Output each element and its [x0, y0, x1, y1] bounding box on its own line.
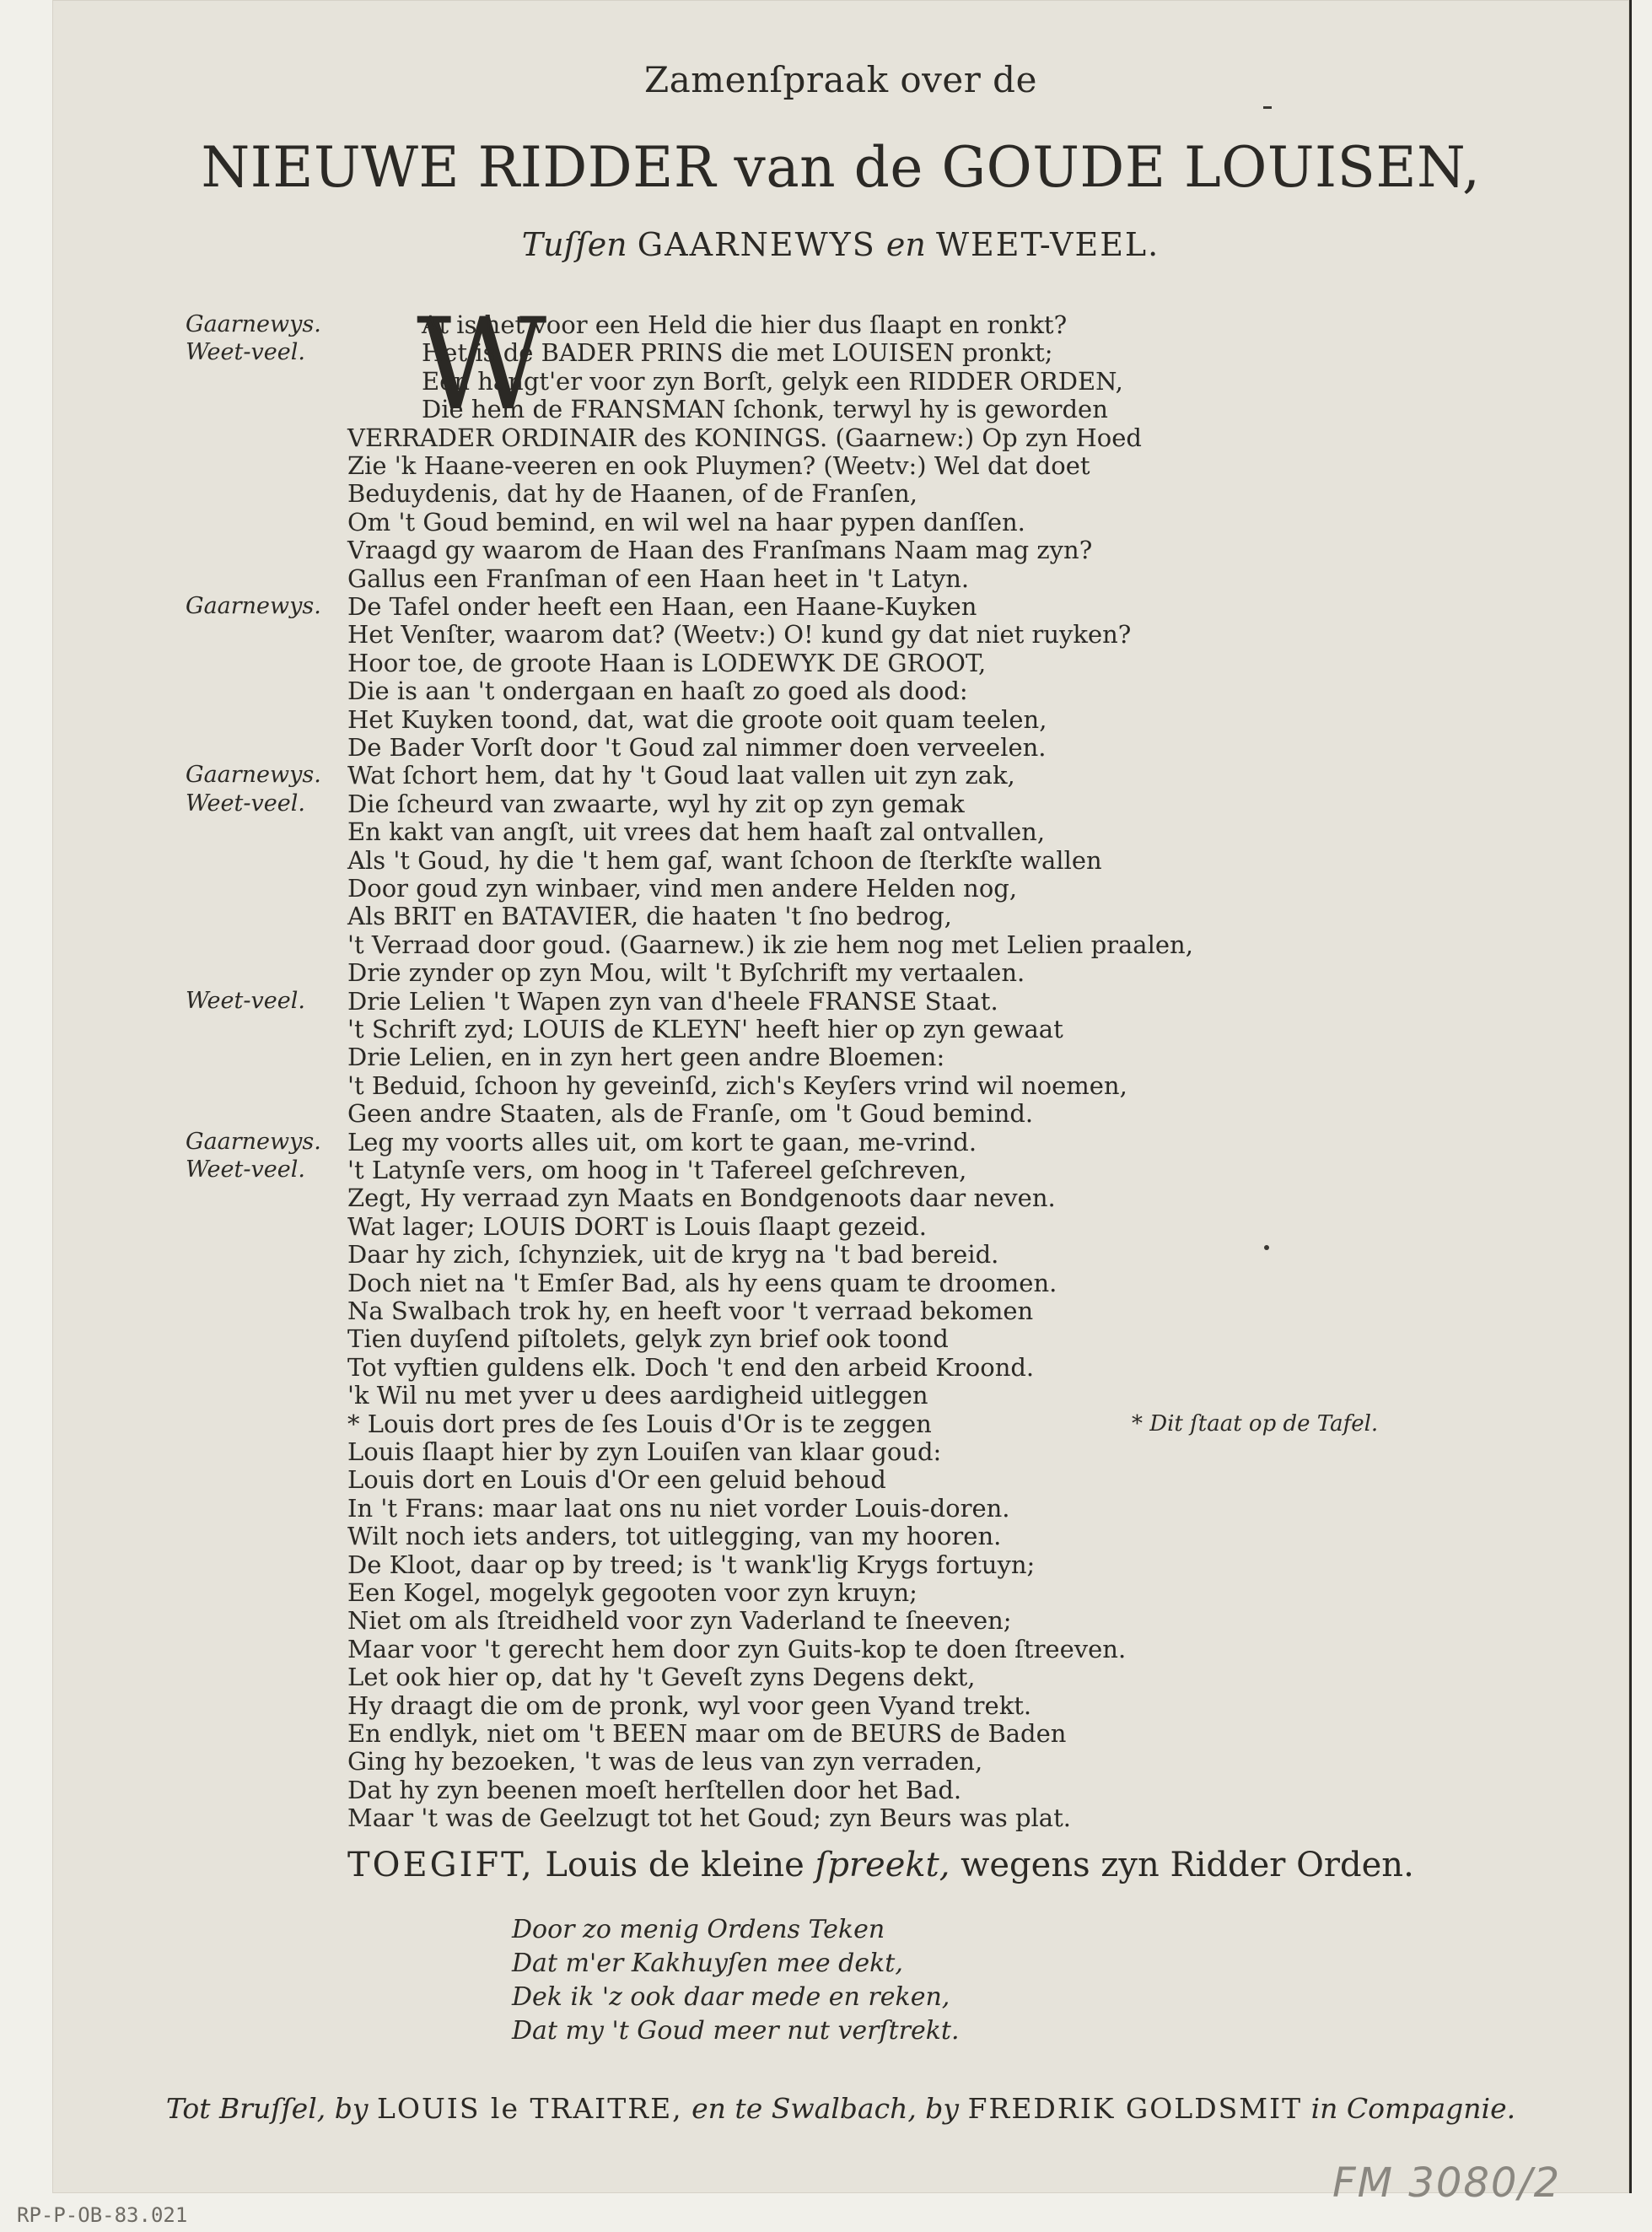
verse-text: 'k Wil nu met yver u dees aardigheid uitleggen [347, 1381, 928, 1410]
verse-line [52, 1269, 1629, 1297]
verse-text: Tot vyftien guldens elk. Doch 't end den arbeid Kroond. [347, 1352, 1035, 1382]
verse-text: Let ook hier op, dat hy 't Geveſt zyns Degens dekt, [347, 1663, 976, 1692]
imprint [52, 2092, 1629, 2125]
verse-line [52, 987, 1629, 1016]
verse-line [52, 1297, 1629, 1325]
verse-text: * Louis dort pres de ſes Louis d'Or is te zeggen [347, 1409, 932, 1438]
ink-speck [1264, 1245, 1269, 1250]
verse-text: Vraagd gy waarom de Haan des Franſmans Naam mag zyn? [347, 536, 1093, 565]
speaker-label: Gaarnewys. [186, 593, 321, 619]
verse-line [52, 1578, 1629, 1607]
verse-line [52, 1043, 1629, 1071]
inventory-number: RP-P-OB-83.021 [17, 2203, 188, 2227]
verse-line [52, 1099, 1629, 1128]
verse-line [52, 310, 1629, 339]
subtitle [52, 226, 1629, 263]
verse-text: Drie Lelien, en in zyn hert geen andre Bloemen: [347, 1043, 945, 1072]
verse-text: Om 't Goud bemind, en wil wel na haar pypen danſſen. [347, 507, 1025, 536]
verse-text: Die is aan 't ondergaan en haaſt zo goed als dood: [347, 677, 968, 706]
handwritten-annotation: FM 3080/2 [1332, 2159, 1562, 2207]
verse-text: Een hangt'er voor zyn Borſt, gelyk een RIDDER ORDEN, [422, 366, 1123, 396]
verse-line [52, 761, 1629, 790]
stanza-line: Dek ik 'z ook daar mede en reken, [512, 1982, 950, 2012]
broadsheet-page [52, 0, 1632, 2193]
verse-text: Het Kuyken toond, dat, wat die groote ooit quam teelen, [347, 704, 1047, 734]
verse-line [52, 620, 1629, 649]
verse-text: Dat hy zyn beenen moeſt herſtellen door het Bad. [347, 1775, 962, 1804]
verse-text: Hy draagt die om de pronk, wyl voor geen Vyand trekt. [347, 1690, 1032, 1720]
verse-text: Maar 't was de Geelzugt tot het Goud; zyn Beurs was plat. [347, 1803, 1071, 1833]
verse-line [52, 1128, 1629, 1156]
speaker-label: Gaarnewys. [186, 762, 321, 789]
verse-text: Die ſcheurd van zwaarte, wyl hy zit op zyn gemak [347, 789, 965, 818]
drop-cap: W [417, 292, 547, 439]
verse-text: Geen andre Staaten, als de Franſe, om 't Goud bemind. [347, 1099, 1034, 1129]
verse-line [52, 874, 1629, 903]
verse-text: Zegt, Hy verraad zyn Maats en Bondgenoots daar neven. [347, 1183, 1056, 1213]
subtitle-gaarnewys: GAARNEWYS [637, 226, 876, 263]
verse-line [52, 1324, 1629, 1353]
verse-text: Wat ſchort hem, dat hy 't Goud laat vallen uit zyn zak, [347, 761, 1015, 790]
verse-line [52, 733, 1629, 762]
subtitle-en: en [885, 226, 926, 263]
speaker-label: Weet-veel. [186, 1156, 305, 1183]
verse-text: Een Kogel, mogelyk gegooten voor zyn kruyn; [347, 1578, 917, 1607]
stanza-line: Dat my 't Goud meer nut verſtrekt. [512, 2016, 960, 2046]
verse-line [52, 1522, 1629, 1550]
verse-line [52, 930, 1629, 959]
verse-line [52, 423, 1629, 452]
verse-line [52, 1635, 1629, 1663]
verse-line [52, 338, 1629, 367]
verse-text: Louis dort en Louis d'Or een geluid behoud [347, 1465, 886, 1495]
verse-line [52, 1071, 1629, 1100]
verse-line [52, 564, 1629, 593]
verse-text: Gallus een Franſman of een Haan heet in 't Latyn. [347, 563, 970, 593]
imprint-printer-1: LOUIS le TRAITRE, [377, 2092, 683, 2125]
stanza-line: Door zo menig Ordens Teken [512, 1915, 885, 1944]
verse-text: Daar hy zich, ſchynziek, uit de kryg na 't bad bereid. [347, 1240, 999, 1270]
verse-line [52, 705, 1629, 734]
subtitle-weet-veel: WEET-VEEL. [935, 226, 1160, 263]
toegift-rest: wegens zyn Ridder Orden. [961, 1846, 1414, 1884]
verse-text: Die hem de FRANSMAN ſchonk, terwyl hy is geworden [422, 395, 1108, 424]
verse-line [52, 1240, 1629, 1269]
verse-text: Drie Lelien 't Wapen zyn van d'heele FRANSE Staat. [347, 986, 998, 1016]
verse-line [52, 677, 1629, 705]
verse-text: Als BRIT en BATAVIER, die haaten 't ſno bedrog, [347, 902, 952, 931]
verse-line [52, 1776, 1629, 1804]
verse-line [52, 958, 1629, 987]
verse-text: 't Beduid, ſchoon hy geveinſd, zich's Keyſers vrind wil noemen, [347, 1070, 1127, 1100]
verse-text: Zie 'k Haane-veeren en ook Pluymen? (Weetv:) Wel dat doet [347, 451, 1090, 480]
verse-text: 't Verraad door goud. (Gaarnew.) ik zie hem nog met Lelien praalen, [347, 930, 1193, 959]
verse-text: De Kloot, daar op by treed; is 't wank'lig Krygs fortuyn; [347, 1550, 1036, 1579]
verse-line [52, 536, 1629, 564]
verse-text: Doch niet na 't Emſer Bad, als hy eens quam te droomen. [347, 1268, 1057, 1297]
verse-line [52, 1437, 1629, 1466]
pre-title: Zamenſpraak over de [644, 59, 1037, 100]
main-title: NIEUWE RIDDER van de GOUDE LOUISEN, [201, 135, 1481, 200]
ink-speck [1263, 106, 1272, 109]
verse-text: Het is de BADER PRINS die met LOUISEN pronkt; [422, 338, 1053, 368]
verse-line [52, 1663, 1629, 1691]
verse-text: Niet om als ſtreidheld voor zyn Vaderland te ſneeven; [347, 1606, 1012, 1636]
verse-text: Wilt noch iets anders, tot uitlegging, van my hooren. [347, 1522, 1002, 1551]
toegift-heading [347, 1846, 1414, 1884]
verse-text: En kakt van angſt, uit vrees dat hem haaſt zal ontvallen, [347, 817, 1046, 847]
verse-line [52, 1381, 1629, 1410]
verse-text: In 't Frans: maar laat ons nu niet vorder Louis-doren. [347, 1493, 1010, 1523]
verse-line [52, 1747, 1629, 1776]
verse-text: De Bader Vorſt door 't Goud zal nimmer doen verveelen. [347, 733, 1047, 762]
verse-line [52, 1494, 1629, 1523]
verse-line [52, 1353, 1629, 1382]
verse-line [52, 1606, 1629, 1635]
imprint-compagnie: in Compagnie. [1310, 2092, 1516, 2125]
stanza-line: Dat m'er Kakhuyſen mee dekt, [512, 1949, 903, 1978]
toegift-spreekt: ſpreekt, [815, 1846, 950, 1884]
toegift-speaker: Louis de kleine [545, 1846, 804, 1884]
verse-text: Na Swalbach trok hy, en heeft voor 't verraad bekomen [347, 1297, 1034, 1325]
verse-text: At is het voor een Held die hier dus ſlaapt en ronkt? [422, 310, 1068, 339]
verse-line [52, 479, 1629, 508]
imprint-place-swalbach: en te Swalbach, by [691, 2092, 960, 2125]
speaker-label: Gaarnewys. [186, 1128, 321, 1155]
verse-text: En endlyk, niet om 't BEEN maar om de BEURS de Baden [347, 1719, 1067, 1748]
verse-text: Drie zynder op zyn Mou, wilt 't Byſchrift my vertaalen. [347, 958, 1025, 988]
verse-text: 't Latynſe vers, om hoog in 't Tafereel geſchreven, [347, 1156, 967, 1184]
speaker-label: Gaarnewys. [186, 311, 321, 337]
verse-line [52, 1550, 1629, 1579]
speaker-label: Weet-veel. [186, 790, 305, 817]
verse-line [52, 1183, 1629, 1212]
verse-text: Maar voor 't gerecht hem door zyn Guits-kop te doen ſtreeven. [347, 1634, 1127, 1663]
verse-line [52, 1410, 1629, 1438]
verse-text: Door goud zyn winbaer, vind men andere Helden nog, [347, 874, 1018, 903]
verse-line [52, 1803, 1629, 1832]
verse-text: Hoor toe, de groote Haan is LODEWYK DE GROOT, [347, 648, 987, 677]
verse-text: VERRADER ORDINAIR des KONINGS. (Gaarnew:) Op zyn Hoed [347, 423, 1142, 452]
verse-line [52, 817, 1629, 846]
imprint-place-brussel: Tot Bruſſel, by [165, 2092, 369, 2125]
toegift-stanza [512, 1913, 960, 2048]
verse-line [52, 1015, 1629, 1043]
verse-line [52, 649, 1629, 677]
verse-line [52, 395, 1629, 423]
verse-text: De Tafel onder heeft een Haan, een Haane-Kuyken [347, 592, 977, 621]
subtitle-tussen: Tuſſen [521, 226, 627, 263]
verse-line [52, 1691, 1629, 1720]
verse-text: Wat lager; LOUIS DORT is Louis ſlaapt gezeid. [347, 1211, 927, 1241]
verse-line [52, 902, 1629, 930]
verse-line [52, 592, 1629, 621]
verse-text: Leg my voorts alles uit, om kort te gaan, me-vrind. [347, 1127, 977, 1156]
verse-text: Louis ſlaapt hier by zyn Louiſen van klaar goud: [347, 1437, 942, 1466]
verse-line [52, 367, 1629, 396]
verse-line [52, 1156, 1629, 1184]
verse-text: 't Schrift zyd; LOUIS de KLEYN' heeft hier op zyn gewaat [347, 1015, 1063, 1043]
verse-text: Tien duyſend piſtolets, gelyk zyn brief ook toond [347, 1324, 949, 1354]
verse-text: Het Venſter, waarom dat? (Weetv:) O! kund gy dat niet ruyken? [347, 620, 1132, 650]
verse-text: Als 't Goud, hy die 't hem gaf, want ſchoon de ſterkſte wallen [347, 845, 1102, 875]
toegift-label: TOEGIFT, [347, 1846, 535, 1884]
verse-line [52, 1212, 1629, 1241]
verse-line [52, 1465, 1629, 1494]
verse-line [52, 790, 1629, 818]
speaker-label: Weet-veel. [186, 987, 305, 1014]
verse-line [52, 1719, 1629, 1748]
verse-line [52, 508, 1629, 536]
verse-line [52, 451, 1629, 480]
verse-text: Beduydenis, dat hy de Haanen, of de Franſen, [347, 479, 917, 509]
speaker-label: Weet-veel. [186, 339, 305, 366]
margin-note: * Dit ſtaat op de Tafel. [1132, 1410, 1379, 1437]
imprint-printer-2: FREDRIK GOLDSMIT [967, 2092, 1303, 2125]
verse-text: Ging hy bezoeken, 't was de leus van zyn verraden, [347, 1747, 983, 1776]
verse-line [52, 846, 1629, 875]
